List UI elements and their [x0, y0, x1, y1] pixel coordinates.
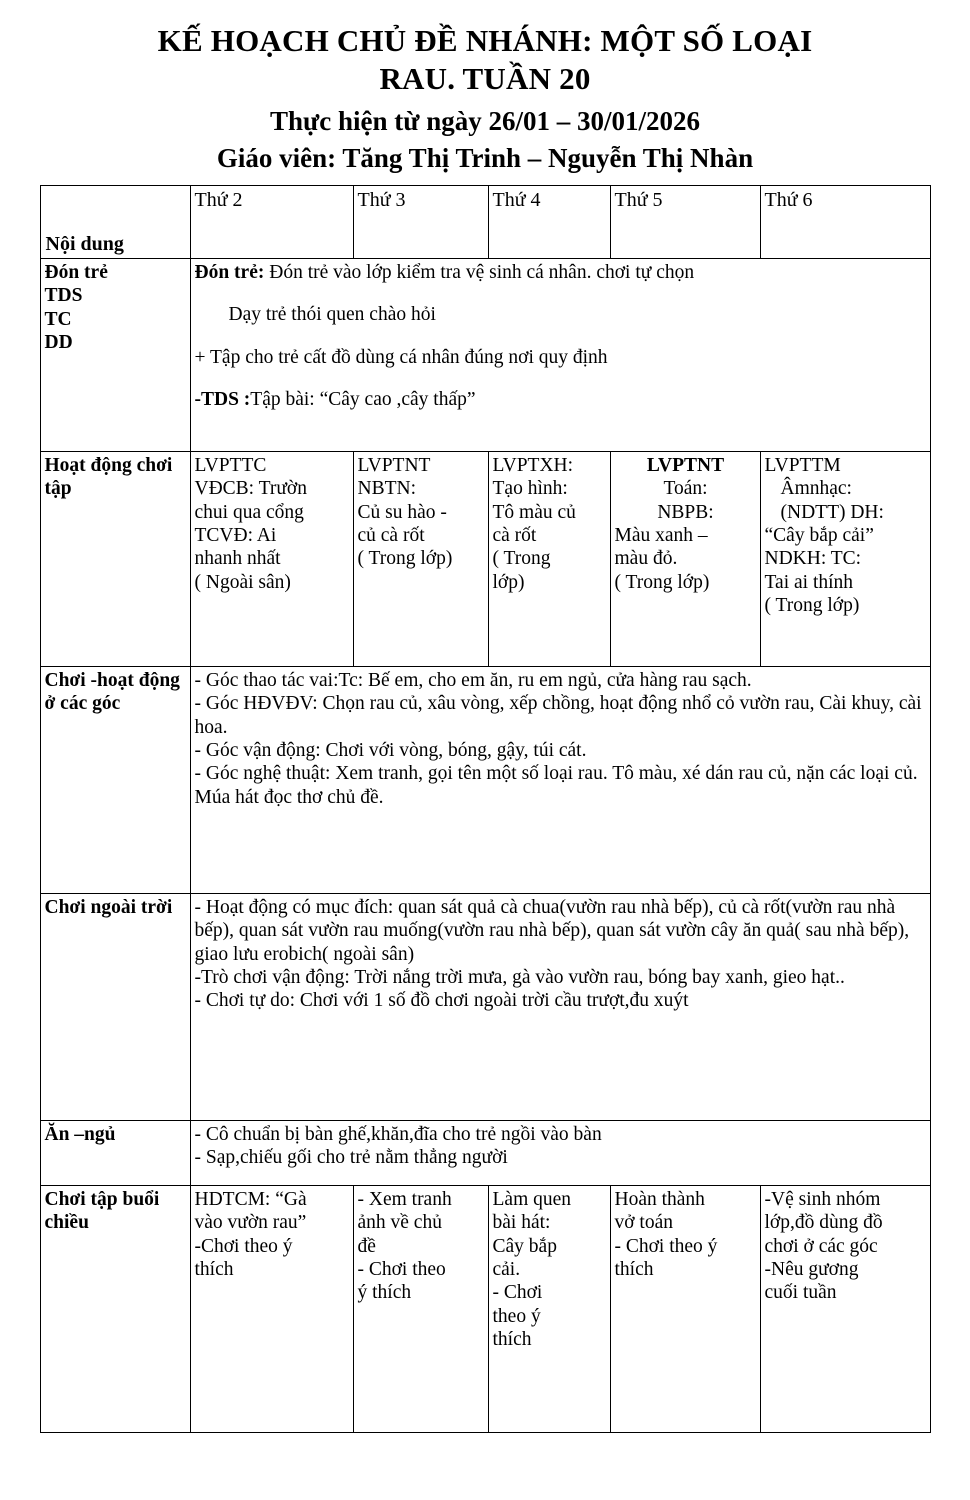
activity-line: cà rốt: [492, 524, 537, 546]
row-label-choi-tap-buoi-chieu: Chơi tập buổi chiều: [40, 1185, 190, 1432]
cell-afternoon-day-3: [353, 1185, 488, 1432]
row-label-choi-ngoai-troi: Chơi ngoài trời: [40, 893, 190, 1120]
table-row-hoat-dong-choi-tap: [40, 451, 930, 666]
activity-line: Tô màu củ: [492, 501, 576, 523]
afternoon-line: HDTCM: “Gà: [194, 1188, 307, 1210]
header-cell-content: [40, 185, 190, 258]
afternoon-line: thích: [194, 1258, 234, 1280]
activity-line: chui qua cổng: [194, 501, 304, 523]
don-tre-line-1: [195, 261, 927, 284]
table-row-choi-ngoai-troi: [40, 893, 930, 1120]
row-label-line: Đón trẻ: [44, 261, 108, 283]
activity-heading: LVPTNT: [646, 454, 725, 476]
afternoon-line: - Chơi theo ý: [614, 1235, 718, 1257]
table-row-an-ngu: [40, 1120, 930, 1185]
don-tre-line-4: [195, 388, 927, 411]
activity-heading: LVPTTM: [764, 454, 841, 476]
afternoon-line: cải.: [492, 1258, 521, 1280]
row-label-hoat-dong-choi-tap: Hoạt động chơi tập: [40, 451, 190, 666]
activity-line: củ cà rốt: [357, 524, 425, 546]
activity-line: ( Trong lớp): [764, 595, 860, 617]
activity-line: Tạo hình:: [492, 478, 568, 500]
afternoon-line: đề: [357, 1235, 376, 1257]
header-cell-day-6: [760, 185, 930, 258]
afternoon-line: -Nêu gương: [764, 1258, 859, 1280]
cell-an-ngu-content: [190, 1120, 930, 1185]
goc-line: - Góc thao tác vai:Tc: Bế em, cho em ăn, ru em ngủ, cửa hàng rau sạch.: [194, 669, 752, 691]
afternoon-line: - Chơi theo: [357, 1258, 446, 1280]
afternoon-line: bài hát:: [492, 1212, 551, 1234]
table-row-don-tre: [40, 258, 930, 451]
cell-activity-day-3: [353, 451, 488, 666]
table-row-choi-tap-buoi-chieu: [40, 1185, 930, 1432]
outdoor-line: - Hoạt động có mục đích: quan sát quả cà chua(vườn rau nhà bếp), củ cà rốt(vườn rau nhà bếp), quan sát vườn rau muống(vườn rau nhà bếp), quan sát vườn cây ăn quả( sau nhà bếp), giao lưu erobich( ngoài sân): [194, 896, 910, 965]
header-cell-day-5: [610, 185, 760, 258]
afternoon-line: ý thích: [357, 1282, 412, 1304]
cell-outdoor-content: [190, 893, 930, 1120]
cell-don-tre-content: [190, 258, 930, 451]
document-title-block: [0, 0, 970, 176]
afternoon-line: vở toán: [614, 1212, 674, 1234]
goc-line: - Góc vận động: Chơi với vòng, bóng, gậy, túi cát.: [194, 739, 587, 761]
row-label-line: TDS: [44, 285, 83, 307]
activity-line: ( Ngoài sân): [194, 571, 291, 593]
afternoon-line: -Chơi theo ý: [194, 1235, 293, 1257]
header-day-label: Thứ 4: [492, 188, 541, 211]
activity-line: NBPB:: [657, 501, 714, 523]
page-title-line-1: KẾ HOẠCH CHỦ ĐỀ NHÁNH: MỘT SỐ LOẠI: [157, 23, 813, 58]
afternoon-line: Hoàn thành: [614, 1188, 705, 1210]
afternoon-line: Cây bắp: [492, 1235, 557, 1257]
afternoon-line: - Xem tranh: [357, 1188, 452, 1210]
page-title-line-2: RAU. TUẦN 20: [379, 60, 591, 96]
goc-line: - Góc HĐVĐV: Chọn rau củ, xâu vòng, xếp chồng, hoạt động nhổ cỏ vườn rau, Cài khuy, cài hoa.: [194, 693, 922, 738]
tds-bold-lead: -TDS :: [194, 388, 251, 410]
activity-line: NBTN:: [357, 478, 416, 500]
activity-line: Màu xanh –: [614, 524, 708, 546]
row-label-don-tre: [40, 258, 190, 451]
row-label-an-ngu: Ăn –ngủ: [40, 1120, 190, 1185]
afternoon-line: cuối tuần: [764, 1282, 837, 1304]
cell-activity-day-4: [488, 451, 610, 666]
activity-line: LVPTNT: [357, 454, 431, 476]
activity-line: Âmnhạc:: [780, 478, 852, 500]
outdoor-line: -Trò chơi vận động: Trời nắng trời mưa, gà vào vườn rau, bóng bay xanh, gieo hạt..: [194, 966, 845, 988]
cell-afternoon-day-5: [610, 1185, 760, 1432]
afternoon-line: -Vệ sinh nhóm: [764, 1188, 881, 1210]
afternoon-line: thích: [614, 1258, 654, 1280]
activity-line: “Cây bắp cải”: [764, 524, 874, 546]
date-range-line: Thực hiện từ ngày 26/01 – 30/01/2026: [270, 105, 700, 136]
afternoon-line: theo ý: [492, 1305, 541, 1327]
don-tre-line-2: Dạy trẻ thói quen chào hỏi: [228, 304, 436, 326]
afternoon-line: thích: [492, 1329, 532, 1351]
activity-line: Tai ai thính: [764, 571, 854, 593]
cell-activity-day-2: [190, 451, 353, 666]
cell-afternoon-day-4: [488, 1185, 610, 1432]
table-row-choi-hoat-dong-goc: [40, 666, 930, 893]
header-cell-day-3: [353, 185, 488, 258]
row-label-choi-hoat-dong-goc: Chơi -hoạt động ở các góc: [40, 666, 190, 893]
activity-line: ( Trong lớp): [357, 548, 453, 570]
don-tre-line-3: + Tập cho trẻ cất đồ dùng cá nhân đúng nơi quy định: [194, 346, 608, 368]
header-day-label: Thứ 2: [194, 188, 243, 211]
cell-activity-day-5: [610, 451, 760, 666]
activity-line: lớp): [492, 571, 525, 593]
afternoon-line: lớp,đồ dùng đồ: [764, 1212, 883, 1234]
afternoon-line: vào vườn rau”: [194, 1212, 307, 1234]
activity-line: Toán:: [663, 478, 708, 500]
cell-goc-content: [190, 666, 930, 893]
cell-afternoon-day-2: [190, 1185, 353, 1432]
header-day-label: Thứ 6: [764, 188, 813, 211]
table-header-row: [40, 185, 930, 258]
weekly-plan-table: [40, 185, 931, 1433]
activity-line: LVPTTC: [194, 454, 267, 476]
header-day-label: Thứ 3: [357, 188, 406, 211]
row-label-line: DD: [44, 331, 73, 353]
activity-line: nhanh nhất: [194, 548, 281, 570]
afternoon-line: ảnh về chủ: [357, 1212, 442, 1234]
activity-line: Củ su hào -: [357, 501, 447, 523]
activity-line: NDKH: TC:: [764, 548, 862, 570]
an-ngu-line: - Cô chuẩn bị bàn ghế,khăn,đĩa cho trẻ ngồi vào bàn: [194, 1123, 602, 1145]
page-title: [0, 22, 970, 98]
cell-activity-day-6: [760, 451, 930, 666]
don-tre-bold-lead: Đón trẻ:: [194, 261, 265, 283]
activity-line: màu đỏ.: [614, 548, 678, 570]
activity-line: ( Trong: [492, 548, 551, 570]
an-ngu-line: - Sạp,chiếu gối cho trẻ nằm thẳng người: [194, 1147, 508, 1169]
header-day-label: Thứ 5: [614, 188, 663, 211]
activity-line: (NDTT) DH:: [780, 501, 884, 523]
activity-line: LVPTXH:: [492, 454, 574, 476]
outdoor-line: - Chơi tự do: Chơi với 1 số đồ chơi ngoài trời cầu trượt,đu xuýt: [194, 990, 689, 1012]
activity-line: ( Trong lớp): [614, 571, 710, 593]
afternoon-line: chơi ở các góc: [764, 1235, 878, 1257]
goc-line: - Góc nghệ thuật: Xem tranh, gọi tên một số loại rau. Tô màu, xé dán rau củ, nặn các loại củ. Múa hát đọc thơ chủ đề.: [194, 763, 918, 808]
teachers-line: Giáo viên: Tăng Thị Trinh – Nguyễn Thị Nhàn: [216, 143, 754, 174]
activity-line: VĐCB: Trườn: [194, 478, 307, 500]
row-label-line: TC: [44, 308, 72, 330]
activity-line: TCVĐ: Ai: [194, 524, 277, 546]
afternoon-line: - Chơi: [492, 1282, 543, 1304]
header-label-noidung: Nội dung: [45, 232, 124, 255]
header-cell-day-4: [488, 185, 610, 258]
header-cell-day-2: [190, 185, 353, 258]
cell-afternoon-day-6: [760, 1185, 930, 1432]
afternoon-line: Làm quen: [492, 1188, 572, 1210]
don-tre-lead-rest: Đón trẻ vào lớp kiểm tra vệ sinh cá nhân. chơi tự chọn: [264, 261, 695, 283]
tds-rest: Tập bài: “Cây cao ,cây thấp”: [250, 388, 476, 410]
